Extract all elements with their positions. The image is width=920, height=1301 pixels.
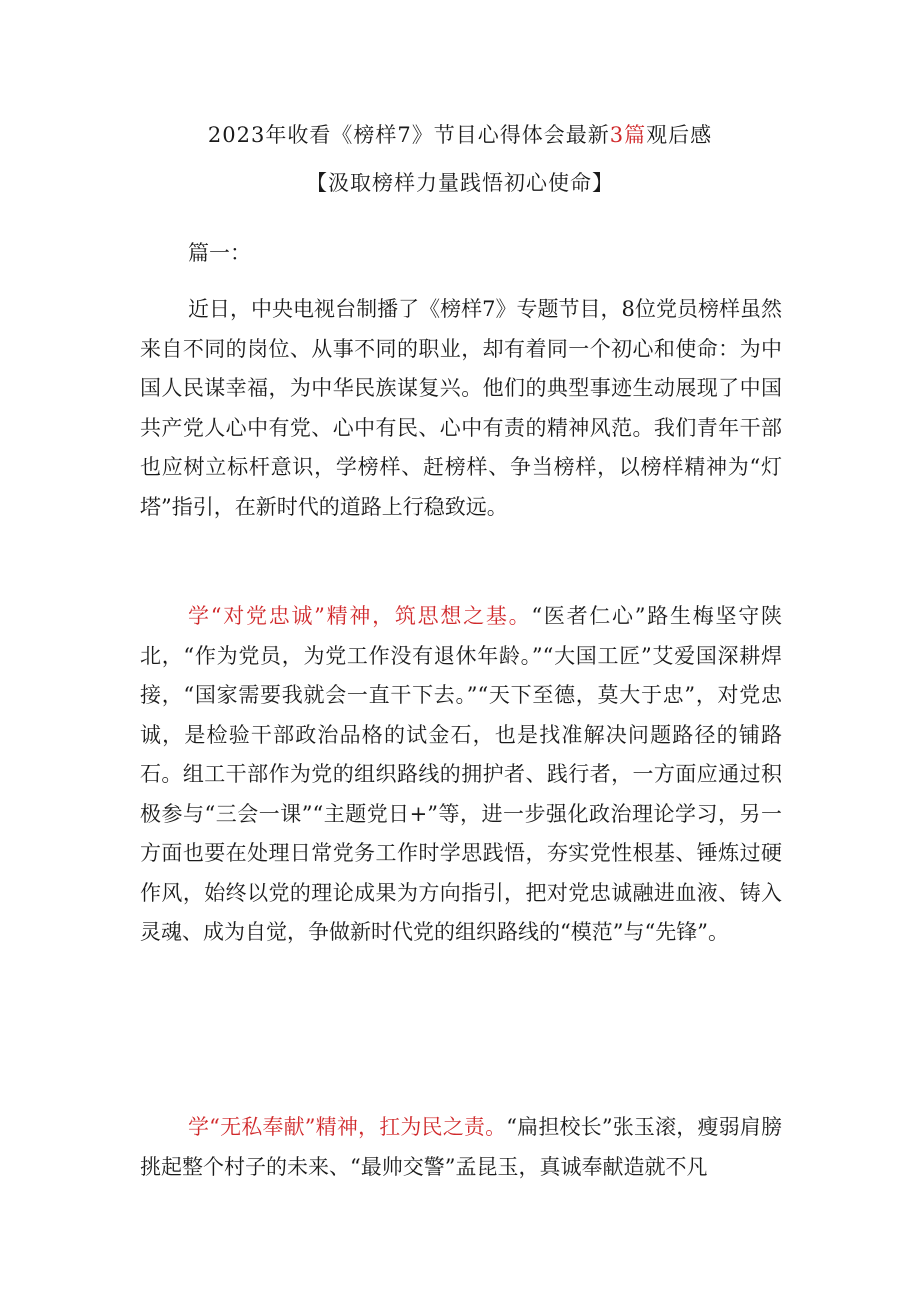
section-label: 篇一： [188, 241, 251, 265]
title-prefix: 2023年收看《榜样7》节目心得体会最新 [207, 123, 610, 147]
paragraph-text: 近日，中央电视台制播了《榜样7》专题节目，8位党员榜样虽然来自不同的岗位、从事不同的职业，却有着同一个初心和使命：为中国人民谋幸福，为中华民族谋复兴。他们的典型事迹生动展现了中国共产党人心中有党、心中有民、心中有责的精神风范。我们青年干部也应树立标杆意识，学榜样、赶榜样、争当榜样，以榜样精神为“灯塔”指引，在新时代的道路上行稳致远。 [140, 297, 782, 519]
paragraph-lead: 学“无私奉献”精神，扛为民之责。 [188, 1115, 507, 1139]
paragraph-lead: 学“对党忠诚”精神，筑思想之基。 [188, 604, 532, 628]
document-subtitle: 【汲取榜样力量践悟初心使命】 [306, 171, 614, 195]
paragraph-1 [140, 290, 782, 527]
document-title [0, 118, 920, 152]
paragraph-text: “扁担校长”张玉滚，瘦弱肩膀挑起整个村子的未来、“最帅交警”孟昆玉，真诚奉献造就不凡 [140, 1115, 782, 1179]
paragraph-2 [140, 597, 782, 953]
paragraph-text: “医者仁心”路生梅坚守陕北，“作为党员，为党工作没有退休年龄。”“大国工匠”艾爱国深耕焊接，“国家需要我就会一直干下去。”“天下至德，莫大于忠”，对党忠诚，是检验干部政治品格的试金石，也是找准解决问题路径的铺路石。组工干部作为党的组织路线的拥护者、践行者，一方面应通过积极参与“三会一课”“主题党日+”等，进一步强化政治理论学习，另一方面也要在处理日常党务工作时学思践悟，夯实党性根基、锤炼过硬作风，始终以党的理论成果为方向指引，把对党忠诚融进血液、铸入灵魂、成为自觉，争做新时代党的组织路线的“模范”与“先锋”。 [140, 604, 782, 944]
title-suffix: 观后感 [646, 123, 713, 147]
paragraph-3 [140, 1108, 782, 1187]
title-highlight: 3篇 [609, 123, 647, 147]
